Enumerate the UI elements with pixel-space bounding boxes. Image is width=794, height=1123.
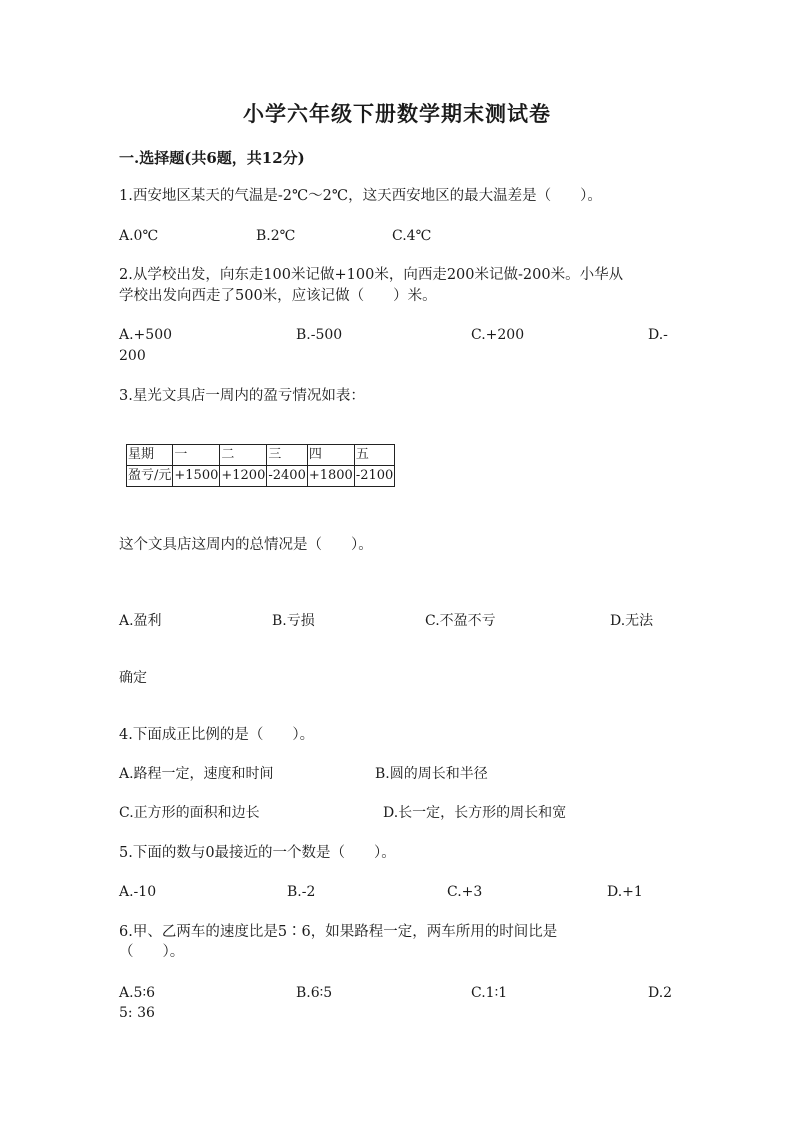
q2-option-a: A.+500: [119, 327, 173, 343]
q2-option-d: D.-: [648, 327, 668, 343]
table-cell: +1800: [307, 466, 354, 487]
q1-option-c: C.4℃: [392, 228, 432, 244]
q1-option-b: B.2℃: [256, 228, 296, 244]
q6-option-d-wrap: 5: 36: [119, 1005, 155, 1021]
q3-option-b: B.亏损: [272, 613, 315, 629]
table-cell: 星期: [127, 445, 173, 466]
question-2-line-2: 学校出发向西走了500米，应该记做（ ）米。: [119, 288, 437, 304]
question-5-text: 5.下面的数与0最接近的一个数是（ ）。: [119, 845, 396, 861]
question-6-line-1: 6.甲、乙两车的速度比是5∶6，如果路程一定，两车所用的时间比是: [119, 924, 558, 940]
q1-option-a: A.0℃: [119, 228, 159, 244]
q6-option-a: A.5∶6: [119, 985, 156, 1001]
q2-option-d-wrap: 200: [119, 348, 146, 364]
table-row: [127, 466, 395, 487]
q3-option-d-wrap: 确定: [119, 670, 147, 686]
table-cell: 五: [354, 445, 394, 466]
question-2-line-1: 2.从学校出发，向东走100米记做+100米，向西走200米记做-200米。小华从: [119, 267, 624, 283]
q6-option-b: B.6∶5: [296, 985, 333, 1001]
question-4-text: 4.下面成正比例的是（ ）。: [119, 727, 315, 743]
table-cell: -2400: [267, 466, 307, 487]
table-cell: 三: [267, 445, 307, 466]
q2-option-c: C.+200: [471, 327, 525, 343]
profit-loss-table: [126, 444, 395, 487]
q4-option-c: C.正方形的面积和边长: [119, 805, 260, 821]
table-cell: +1500: [173, 466, 220, 487]
table-cell: 四: [307, 445, 354, 466]
q6-option-d: D.2: [648, 985, 673, 1001]
q5-option-c: C.+3: [447, 884, 483, 900]
q4-option-a: A.路程一定，速度和时间: [119, 766, 274, 782]
q5-option-a: A.-10: [119, 884, 157, 900]
q3-option-d: D.无法: [610, 613, 654, 629]
q4-option-b: B.圆的周长和半径: [375, 766, 488, 782]
table-cell: 盈亏/元: [127, 466, 173, 487]
question-3-question: 这个文具店这周内的总情况是（ ）。: [119, 537, 373, 553]
question-3-text: 3.星光文具店一周内的盈亏情况如表：: [119, 388, 365, 404]
table-cell: 二: [220, 445, 267, 466]
q5-option-b: B.-2: [287, 884, 316, 900]
q6-option-c: C.1∶1: [471, 985, 508, 1001]
question-1-text: 1.西安地区某天的气温是-2℃～2℃，这天西安地区的最大温差是（ ）。: [119, 188, 602, 204]
table-cell: -2100: [354, 466, 394, 487]
page-title: 小学六年级下册数学期末测试卷: [243, 101, 551, 126]
q2-option-b: B.-500: [296, 327, 343, 343]
q3-option-a: A.盈利: [119, 613, 162, 629]
section-heading: 一.选择题(共6题，共12分): [119, 149, 305, 167]
table-header-row: [127, 445, 395, 466]
table-cell: +1200: [220, 466, 267, 487]
q5-option-d: D.+1: [607, 884, 643, 900]
q4-option-d: D.长一定，长方形的周长和宽: [383, 805, 567, 821]
question-6-line-2: （ ）。: [119, 944, 185, 960]
table-cell: 一: [173, 445, 220, 466]
q3-option-c: C.不盈不亏: [425, 613, 496, 629]
